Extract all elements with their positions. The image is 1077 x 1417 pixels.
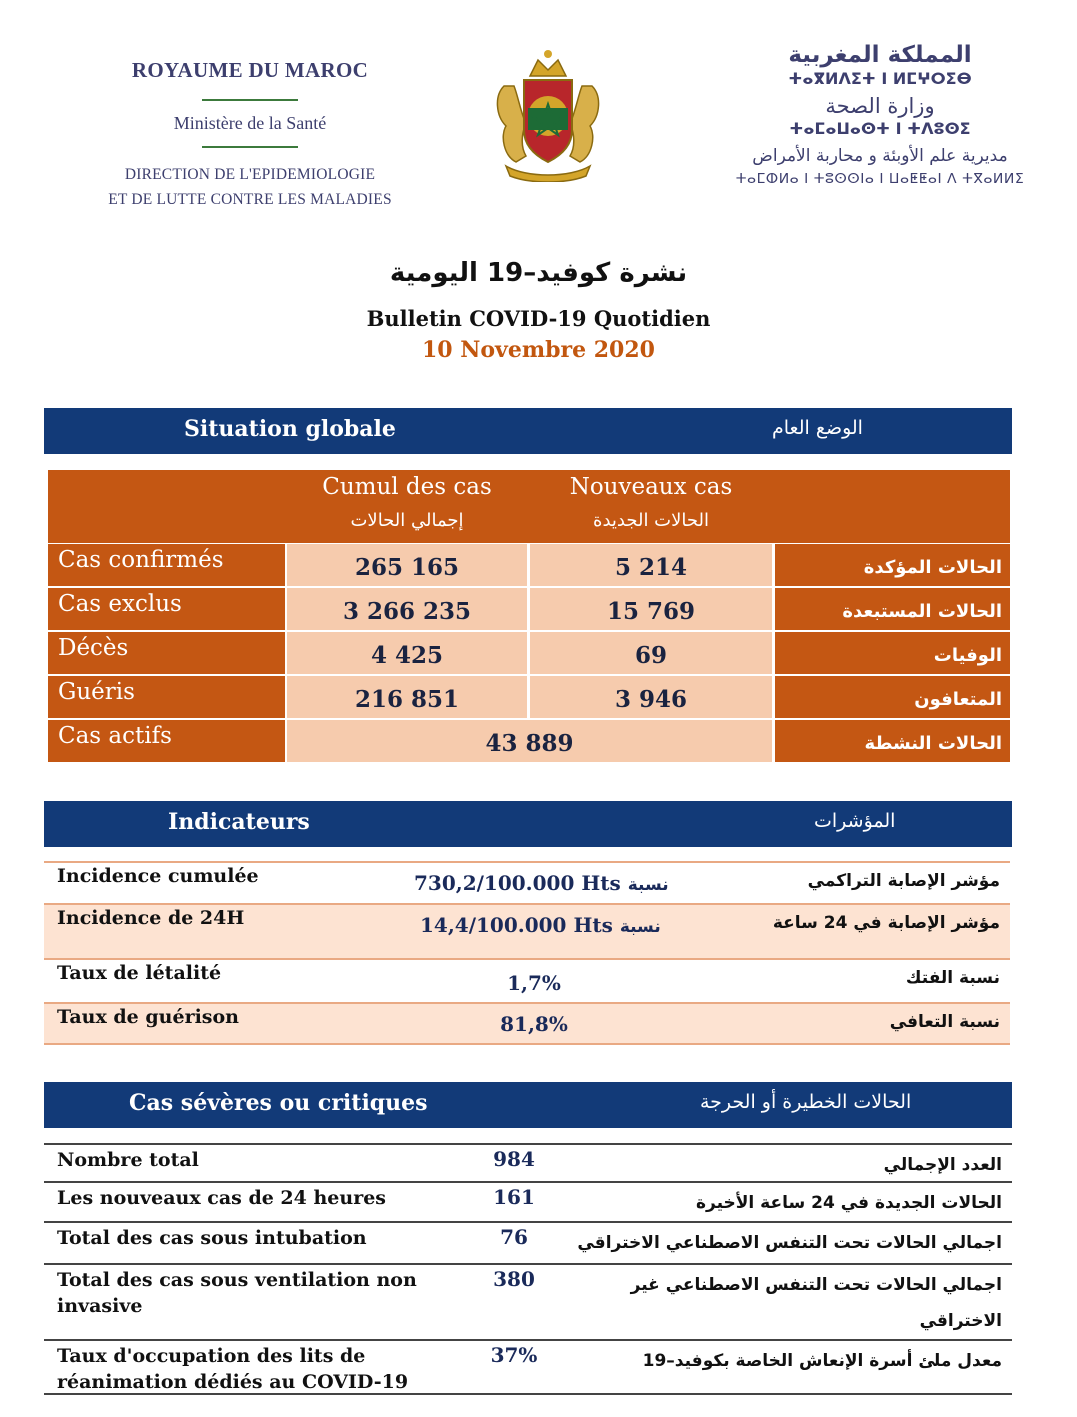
direction-name-tifinagh: ⵜⴰⵎⵀⵍⴰ ⵏ ⵜⵓⵙⵙⵏⴰ ⵏ ⵡⴰⵟⵟⴰⵏ ⴷ ⵜⴳⴰⵍⵍⵉ	[735, 171, 1025, 187]
severe-label-ar-line-1: اجمالي الحالات تحت التنفس الاصطناعي غير	[630, 1275, 1002, 1295]
bulletin-title-ar: نشرة كوفيد–19 اليومية	[389, 258, 688, 288]
severe-label-ar: معدل ملئ أسرة الإنعاش الخاصة بكوفيد–19	[642, 1351, 1002, 1371]
indicator-value	[420, 913, 661, 937]
kingdom-name-ar: المملكة المغربية	[788, 42, 972, 68]
kingdom-name-tifinagh: ⵜⴰⴳⵍⴷⵉⵜ ⵏ ⵍⵎⵖⵔⵉⴱ	[788, 69, 972, 88]
bulletin-title-fr: Bulletin COVID-19 Quotidien	[366, 306, 711, 331]
ministry-name-tifinagh: ⵜⴰⵎⴰⵡⴰⵙⵜ ⵏ ⵜⴷⵓⵙⵉ	[789, 119, 971, 138]
section-title-ar: المؤشرات	[814, 810, 896, 832]
indicator-value: 81,8%	[500, 1012, 568, 1036]
direction-line-1: DIRECTION DE L'EPIDEMIOLOGIE	[124, 166, 376, 183]
header-divider	[202, 146, 298, 148]
moroccan-coat-of-arms-icon	[486, 46, 610, 182]
row-label-ar: الحالات المؤكدة	[775, 544, 1010, 586]
row-label-ar: الحالات المستبعدة	[775, 588, 1010, 630]
table-row	[44, 1263, 1012, 1339]
severe-label-fr: Nombre total	[57, 1149, 199, 1171]
table-row	[48, 544, 1010, 586]
section-title-ar: الوضع العام	[772, 417, 863, 439]
table-divider	[44, 1393, 1012, 1395]
bulletin-date: 10 Novembre 2020	[422, 337, 655, 363]
severe-label-fr	[57, 1267, 417, 1319]
section-title-ar: الحالات الخطيرة أو الحرجة	[700, 1091, 912, 1113]
indicator-label-fr: Incidence cumulée	[57, 865, 259, 887]
section-title-fr: Cas sévères ou critiques	[129, 1090, 428, 1116]
row-label-ar: الحالات النشطة	[775, 720, 1010, 762]
table-row	[48, 720, 1010, 762]
severe-label-fr	[57, 1343, 408, 1395]
severe-label-fr: Les nouveaux cas de 24 heures	[57, 1187, 387, 1209]
cumul-value: 3 266 235	[287, 588, 527, 630]
section-header-severe	[44, 1082, 1012, 1128]
severe-label-ar: العدد الإجمالي	[883, 1155, 1002, 1175]
table-divider	[44, 1043, 1010, 1045]
section-title-fr: Situation globale	[184, 416, 396, 442]
table-row	[44, 1181, 1012, 1221]
table-row	[48, 632, 1010, 674]
severe-label-ar: اجمالي الحالات تحت التنفس الاصطناعي الاختراقي	[577, 1233, 1002, 1253]
ministry-name-fr: Ministère de la Santé	[173, 113, 327, 133]
column-header-new-ar: الحالات الجديدة	[593, 510, 709, 531]
table-row	[44, 958, 1010, 1002]
table-row	[44, 1339, 1012, 1393]
row-label-fr: Cas exclus	[48, 588, 285, 630]
indicator-label-fr: Taux de guérison	[57, 1006, 239, 1028]
kingdom-name-fr: ROYAUME DU MAROC	[131, 58, 369, 82]
column-header-cumul	[287, 470, 527, 543]
indicator-value-ar-word: نسبة	[627, 875, 669, 895]
active-cases-value: 43 889	[287, 720, 772, 762]
section-header-indicators	[44, 801, 1012, 847]
indicator-label-ar: نسبة التعافي	[889, 1012, 1000, 1032]
severe-value: 37%	[490, 1343, 538, 1367]
row-label-fr: Cas actifs	[48, 720, 285, 762]
table-row	[48, 588, 1010, 630]
row-label-fr: Décès	[48, 632, 285, 674]
indicator-label-ar: مؤشر الإصابة في 24 ساعة	[772, 913, 1000, 933]
severe-value: 380	[493, 1267, 535, 1291]
column-header-new	[530, 470, 772, 543]
indicator-label-fr: Taux de létalité	[57, 962, 222, 984]
severe-label-fr-line-1: Total des cas sous ventilation non	[57, 1269, 417, 1291]
indicator-value: 1,7%	[507, 971, 561, 995]
severe-label-fr-line-1: Taux d'occupation des lits de	[57, 1345, 366, 1367]
cumul-value: 265 165	[287, 544, 527, 586]
column-header-new-fr: Nouveaux cas	[569, 474, 733, 500]
column-header-cumul-fr: Cumul des cas	[322, 474, 492, 500]
table-row	[44, 1002, 1010, 1043]
severe-label-ar	[631, 1267, 1002, 1339]
indicator-label-ar: نسبة الفتك	[905, 968, 1000, 988]
section-title-fr: Indicateurs	[168, 809, 310, 835]
new-value: 15 769	[530, 588, 772, 630]
indicator-value-ar-word: نسبة	[619, 917, 661, 937]
table-row	[48, 676, 1010, 718]
severe-label-fr-line-2: invasive	[57, 1295, 143, 1317]
situation-table	[48, 470, 1010, 762]
table-row	[44, 861, 1010, 903]
new-value: 5 214	[530, 544, 772, 586]
direction-name-ar: مديرية علم الأوبئة و محاربة الأمراض	[752, 146, 1008, 166]
header-left-block	[70, 58, 430, 212]
indicator-value-number: 730,2/100.000 Hts	[414, 871, 621, 895]
column-header-cumul-ar: إجمالي الحالات	[350, 510, 464, 531]
indicator-label-fr: Incidence de 24H	[57, 907, 245, 929]
cumul-value: 4 425	[287, 632, 527, 674]
severe-label-fr: Total des cas sous intubation	[57, 1227, 367, 1249]
severe-value: 161	[493, 1185, 535, 1209]
row-label-ar: المتعافون	[775, 676, 1010, 718]
direction-line-2: ET DE LUTTE CONTRE LES MALADIES	[108, 191, 392, 208]
new-value: 3 946	[530, 676, 772, 718]
section-header-situation	[44, 408, 1012, 454]
severe-label-ar: الحالات الجديدة في 24 ساعة الأخيرة	[695, 1193, 1002, 1213]
severe-label-ar-line-2: الاختراقي	[919, 1311, 1002, 1331]
header-right-block	[690, 42, 1070, 187]
situation-table-header	[48, 470, 1010, 543]
table-row	[44, 1221, 1012, 1263]
severe-value: 76	[500, 1225, 528, 1249]
header-divider	[202, 99, 298, 101]
row-label-fr: Cas confirmés	[48, 544, 285, 586]
table-row	[44, 903, 1010, 958]
table-row	[44, 1143, 1012, 1181]
new-value: 69	[530, 632, 772, 674]
severe-value: 984	[493, 1147, 535, 1171]
indicator-label-ar: مؤشر الإصابة التراكمي	[807, 871, 1000, 891]
cumul-value: 216 851	[287, 676, 527, 718]
indicator-value-number: 14,4/100.000 Hts	[420, 913, 613, 937]
row-label-ar: الوفيات	[775, 632, 1010, 674]
row-label-fr: Guéris	[48, 676, 285, 718]
ministry-name-ar: وزارة الصحة	[825, 94, 935, 118]
indicator-value	[414, 871, 669, 895]
severe-label-fr-line-2: réanimation dédiés au COVID-19	[57, 1371, 409, 1393]
